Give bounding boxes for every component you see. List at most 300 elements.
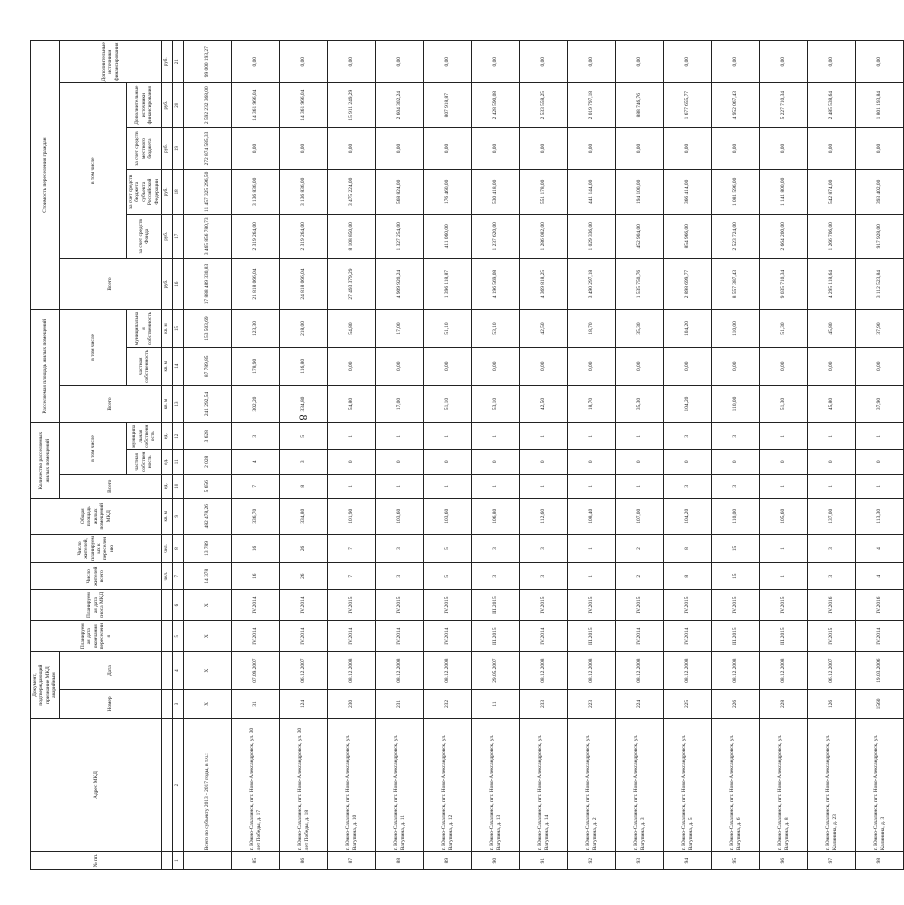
cell: 230 (328, 690, 376, 719)
cell: 0,00 (520, 127, 568, 169)
cell: 0,00 (808, 127, 856, 169)
cell: 16 (232, 534, 280, 563)
header-cost-total: Всего (59, 259, 161, 310)
cell: IV.2015 (376, 590, 424, 621)
cell: 1 (424, 474, 472, 498)
cell: 807 918,87 (424, 83, 472, 127)
cell: 37,90 (856, 310, 904, 348)
cell: 2 (616, 563, 664, 590)
cell: 101,90 (328, 498, 376, 534)
cell: 302,20 (232, 385, 280, 423)
cell: 18,70 (568, 310, 616, 348)
cell: 231 (376, 690, 424, 719)
cell: 3 (712, 423, 760, 450)
header-cost-group: Стоимость переселения граждан (31, 41, 60, 310)
cell: X (184, 590, 232, 621)
cell: 0,00 (520, 347, 568, 385)
cell: 0 (376, 450, 424, 474)
cell: 0,00 (616, 127, 664, 169)
column-index: 11 (173, 450, 184, 474)
cell: 08.12.2008 (520, 652, 568, 690)
cell: 37,90 (856, 385, 904, 423)
column-index: 2 (173, 718, 184, 851)
cell: 110,00 (712, 498, 760, 534)
cell: 08.12.2008 (376, 652, 424, 690)
column-index: 14 (173, 347, 184, 385)
cell: 551 178,00 (520, 170, 568, 214)
cell: 4 295 118,64 (808, 259, 856, 310)
cell: 5 227 710,34 (760, 83, 808, 127)
cell: 2 028 (184, 450, 232, 474)
cell: 0,00 (568, 41, 616, 83)
cell: 3 (808, 534, 856, 563)
cell: 0 (760, 450, 808, 474)
unit-units: ед. (162, 423, 173, 450)
table-row (568, 41, 616, 870)
cell: 11 (472, 690, 520, 719)
cell: 3 490 297,18 (568, 259, 616, 310)
cell: IV.2015 (760, 590, 808, 621)
cell: 31 (232, 690, 280, 719)
cell: 0,00 (616, 41, 664, 83)
cell: 3 628 (184, 423, 232, 450)
cell: 1560 (856, 690, 904, 719)
cell: 2 319 264,00 (232, 214, 280, 258)
cell: 228 (760, 690, 808, 719)
cell: 113,30 (856, 498, 904, 534)
cell: 106,80 (472, 498, 520, 534)
cell: IV.2015 (616, 590, 664, 621)
header-area-total: Общая площадь жилых помещений МКД (31, 498, 162, 534)
unit-rub: руб. (162, 170, 173, 214)
cell: 2 604 302,24 (376, 83, 424, 127)
cell: 1 (808, 474, 856, 498)
cell: 107,00 (616, 498, 664, 534)
header-area-group: Расселяемая площадь жилых помещений (31, 310, 60, 423)
cell: 4 196 569,08 (472, 259, 520, 310)
cell: 11 457 325 296,50 (184, 170, 232, 214)
cell: 9 035 710,34 (760, 259, 808, 310)
cell: 1 (328, 423, 376, 450)
cell: 1 (520, 474, 568, 498)
cell: 14 361 966,04 (280, 83, 328, 127)
unit-sqm: кв. м (162, 347, 173, 385)
cell: 0,00 (376, 127, 424, 169)
table-row (760, 41, 808, 870)
cell: 225 (664, 690, 712, 719)
cell: 5 (424, 534, 472, 563)
cell: 1 (520, 423, 568, 450)
cell: 08.12.2008 (424, 652, 472, 690)
address-cell: г. Южно-Сахалинск, пгт. Ново-Александровск, ул. Вагупина, д. 5 (664, 718, 712, 851)
unit-units: ед. (162, 474, 173, 498)
cell: 2 319 264,00 (280, 214, 328, 258)
cell: 104,20 (664, 385, 712, 423)
cell: 3 (520, 563, 568, 590)
address-cell: г. Южно-Сахалинск, пгт. Ново-Александровск, ул. Калинина, д. 23 (808, 718, 856, 851)
cell: 3 136 836,00 (280, 170, 328, 214)
cell: 0,00 (856, 127, 904, 169)
cell: 917 928,00 (856, 214, 904, 258)
cell: 854 966,00 (664, 214, 712, 258)
cell: 0,00 (664, 347, 712, 385)
cell: 218,00 (280, 310, 328, 348)
cell: 3 (472, 534, 520, 563)
cell: 1 (568, 563, 616, 590)
column-index-row (173, 41, 184, 870)
cell: 87 789,85 (184, 347, 232, 385)
cell: 0,00 (712, 41, 760, 83)
address-cell: г. Южно-Сахалинск, пгт. Ново-Александровск, ул. Калинина, д. 3 (856, 718, 904, 851)
cell: 0 (808, 450, 856, 474)
cell: 0,00 (568, 127, 616, 169)
cell: 27 493 379,29 (328, 259, 376, 310)
cell: 08.12.2008 (328, 652, 376, 690)
cell: 17,00 (376, 385, 424, 423)
total-label: Всего по субъекту 2013 - 2017 годы, в т.ч.: (184, 718, 232, 851)
table-row (520, 41, 568, 870)
cell: 1 396 118,87 (424, 259, 472, 310)
cell: 226 (712, 690, 760, 719)
cell: 42,50 (520, 385, 568, 423)
column-index: 18 (173, 170, 184, 214)
cell: 0,00 (376, 347, 424, 385)
cell: 08.12.2008 (760, 652, 808, 690)
cell: 5 (280, 423, 328, 450)
cell: 3 136 836,00 (232, 170, 280, 214)
table-row (424, 41, 472, 870)
address-cell: г. Южно-Сахалинск, пгт. Ново-Александровск, ул. Вагупина, д. 8 (760, 718, 808, 851)
cell: 1 (856, 474, 904, 498)
cell: 1 141 800,00 (760, 170, 808, 214)
cell: 0,00 (424, 347, 472, 385)
cell: 334,80 (280, 385, 328, 423)
cell: 8 (664, 534, 712, 563)
cell: 08.12.2008 (616, 652, 664, 690)
cell: 334,80 (280, 498, 328, 534)
cell: 0,00 (232, 41, 280, 83)
cell: 0,00 (760, 41, 808, 83)
address-cell: г. Южно-Сахалинск, пгт. Ново-Александровск, ул. Вагупина, д. 10 (328, 718, 376, 851)
cell: 51,30 (760, 310, 808, 348)
cell: 441 144,00 (568, 170, 616, 214)
cell: 51,10 (424, 385, 472, 423)
cell: 3 (472, 563, 520, 590)
cell: 95 (712, 852, 760, 870)
cell: 0,00 (616, 347, 664, 385)
cell: 2 523 724,00 (712, 214, 760, 258)
column-index: 3 (173, 690, 184, 719)
cell: 0,00 (760, 127, 808, 169)
cell: 1 266 706,00 (808, 214, 856, 258)
cell: 0,00 (760, 347, 808, 385)
cell: 24 818 066,04 (280, 259, 328, 310)
cell: 08.12.2008 (568, 652, 616, 690)
cell: 0,00 (280, 127, 328, 169)
cell: 2 664 200,00 (760, 214, 808, 258)
cell: 08.12.2008 (712, 652, 760, 690)
cell: 15 911 249,29 (328, 83, 376, 127)
cell: 176 460,00 (424, 170, 472, 214)
cell: 51,30 (760, 385, 808, 423)
cell: 194 100,00 (616, 170, 664, 214)
unit-rub: руб. (162, 214, 173, 258)
cell: 103,60 (376, 498, 424, 534)
cell: 91 (520, 852, 568, 870)
address-cell: г. Южно-Сахалинск, пгт. Ново-Александровск, ул. 30 лет Победы, д. 17 (232, 718, 280, 851)
column-index: 10 (173, 474, 184, 498)
column-index: 15 (173, 310, 184, 348)
cell: X (184, 690, 232, 719)
cell: 4 (232, 450, 280, 474)
cell: 224 (616, 690, 664, 719)
cell: 86 (280, 852, 328, 870)
cell: 241 292,54 (184, 385, 232, 423)
page-number: 8 (296, 414, 311, 421)
cell: X (184, 652, 232, 690)
cell: IV.2014 (520, 621, 568, 652)
cell: 0,00 (664, 41, 712, 83)
column-index: 1 (173, 852, 184, 870)
cell: 366 414,00 (664, 170, 712, 214)
cell: 1 (808, 423, 856, 450)
cell: 1 (472, 474, 520, 498)
cell: 1 029 336,00 (568, 214, 616, 258)
column-index: 9 (173, 498, 184, 534)
cell: 0 (712, 450, 760, 474)
cell: 42,50 (520, 310, 568, 348)
header-cost-incl: в том числе (59, 83, 126, 259)
relocation-table (30, 40, 904, 870)
cell: IV.2014 (424, 621, 472, 652)
address-cell: г. Южно-Сахалинск, пгт. Ново-Александровск, ул. Вагупина, д. 11 (376, 718, 424, 851)
cell: 2 019 797,18 (568, 83, 616, 127)
unit-rub: руб. (162, 127, 173, 169)
cell: 1 (856, 423, 904, 450)
column-index: 19 (173, 127, 184, 169)
cell: IV.2014 (328, 621, 376, 652)
address-cell: г. Южно-Сахалинск, пгт. Ново-Александровск, ул. Вагупина, д. 13 (472, 718, 520, 851)
cell: 0,00 (376, 41, 424, 83)
column-index: 5 (173, 621, 184, 652)
cell: 1 (760, 534, 808, 563)
cell: 97 (808, 852, 856, 870)
cell: 8 108 850,00 (328, 214, 376, 258)
cell: 17 888 489 330,83 (184, 259, 232, 310)
cell: 14 361 966,04 (232, 83, 280, 127)
cell: IV.2014 (616, 621, 664, 652)
cell: 2 592 232 368,00 (184, 83, 232, 127)
cell: IV.2014 (856, 621, 904, 652)
cell: IV.2014 (664, 621, 712, 652)
cell: 29.05.2007 (472, 652, 520, 690)
address-cell: г. Южно-Сахалинск, пгт. Ново-Александровск, ул. Вагупина, д. 14 (520, 718, 568, 851)
header-doc-number: Номер (59, 690, 161, 719)
cell: 110,00 (712, 385, 760, 423)
table-row (808, 41, 856, 870)
cell: 16 (232, 563, 280, 590)
cell: 0,00 (328, 127, 376, 169)
cell: X (184, 621, 232, 652)
cell: 272 874 585,33 (184, 127, 232, 169)
unit-people: чел. (162, 563, 173, 590)
cell: 0,00 (664, 127, 712, 169)
cell: IV.2015 (664, 590, 712, 621)
cell: 568 824,00 (376, 170, 424, 214)
cell: 19.03.2006 (856, 652, 904, 690)
column-index: 20 (173, 83, 184, 127)
cell: 1 (568, 423, 616, 450)
cell: 35,30 (616, 385, 664, 423)
cell: IV.2015 (520, 590, 568, 621)
cell: 1 (568, 534, 616, 563)
header-planned-relocation: Планируемая дата окончания переселения (31, 621, 162, 652)
cell: 07.09.2007 (232, 652, 280, 690)
table-row (280, 41, 328, 870)
cell: 96 (760, 852, 808, 870)
address-cell: г. Южно-Сахалинск, пгт. Ново-Александровск, ул. Вагупина, д. 3 (616, 718, 664, 851)
cell: 888 746,76 (616, 83, 664, 127)
header-address: Адрес МКД (31, 718, 162, 851)
table-row (376, 41, 424, 870)
cell: 1 (568, 474, 616, 498)
cell: 90 (472, 852, 520, 870)
cell: 08.12.2008 (664, 652, 712, 690)
cell: 0,00 (232, 127, 280, 169)
cell: 3 (664, 474, 712, 498)
cell: IV.2015 (424, 590, 472, 621)
cell: 0,00 (520, 41, 568, 83)
cell: 112,60 (520, 498, 568, 534)
cell: 0 (424, 450, 472, 474)
address-cell: г. Южно-Сахалинск, пгт. Ново-Александровск, ул. Вагупина, д. 12 (424, 718, 472, 851)
header-residents: Число жителей всего (31, 563, 162, 590)
cell: 0 (856, 450, 904, 474)
cell: 3 475 224,00 (328, 170, 376, 214)
cell: 232 (424, 690, 472, 719)
header-residents-planned: Число жителей, планируемых к переселению (31, 534, 162, 563)
cell: 3 (520, 534, 568, 563)
header-cost-subject: за счет средств бюджета субъекта Российской Федерации (126, 170, 161, 214)
header-area-total2: Всего (59, 385, 161, 423)
cell: 0 (616, 450, 664, 474)
cell: 1 801 193,84 (856, 83, 904, 127)
header-rooms-incl: в том числе (59, 423, 126, 474)
unit-rub: руб. (162, 83, 173, 127)
table-row (616, 41, 664, 870)
cell: 2 (616, 534, 664, 563)
header-cost-extra: Дополнительные источники финансирования (59, 41, 161, 83)
cell: 8 (664, 563, 712, 590)
unit-people: чел. (162, 534, 173, 563)
cell: 3 112 523,84 (856, 259, 904, 310)
cell: 0,00 (472, 41, 520, 83)
unit-units: ед. (162, 450, 173, 474)
cell: III.2015 (472, 621, 520, 652)
unit-sqm: кв. м (162, 310, 173, 348)
cell: 0,00 (424, 41, 472, 83)
cell: 0,00 (568, 347, 616, 385)
cell: 1 286 082,00 (520, 214, 568, 258)
cell: 2 428 590,08 (472, 83, 520, 127)
header-cost-extra-sub: Дополнительные источники финансирования (126, 83, 161, 127)
cell: 3 (808, 563, 856, 590)
unit-sqm: кв. м (162, 498, 173, 534)
cell: 1 (616, 474, 664, 498)
table-row (232, 41, 280, 870)
cell: 126 (808, 690, 856, 719)
cell: 1 (760, 563, 808, 590)
cell: 452 904,00 (616, 214, 664, 258)
cell: 123,30 (232, 310, 280, 348)
cell: 3 (712, 474, 760, 498)
address-cell: г. Южно-Сахалинск, пгт. Ново-Александровск, ул. 30 лет Победы, д. 18 (280, 718, 328, 851)
cell: IV.2015 (328, 590, 376, 621)
cell: 5 656 (184, 474, 232, 498)
cell: 35,30 (616, 310, 664, 348)
cell: IV.2015 (712, 590, 760, 621)
table-row (712, 41, 760, 870)
cell: 0,00 (328, 347, 376, 385)
cell: 0,00 (808, 41, 856, 83)
cell: 1 237 620,00 (472, 214, 520, 258)
cell: 7 (232, 474, 280, 498)
cell: 116,80 (280, 347, 328, 385)
cell: 14 378 (184, 563, 232, 590)
cell: 85 (232, 852, 280, 870)
cell: 1 (472, 423, 520, 450)
cell: 26 (280, 563, 328, 590)
cell: 13 789 (184, 534, 232, 563)
cell: 51,10 (424, 310, 472, 348)
header-planned-demolition: Планируемая дата сноса МКД (31, 590, 162, 621)
cell: 411 060,00 (424, 214, 472, 258)
cell: IV.2014 (280, 621, 328, 652)
cell: 153 503,69 (184, 310, 232, 348)
column-index: 16 (173, 259, 184, 310)
cell: 94 (664, 852, 712, 870)
address-cell: г. Южно-Сахалинск, пгт. Ново-Александровск, ул. Вагупина, д. 2 (568, 718, 616, 851)
cell: IV.2014 (376, 621, 424, 652)
table-row (664, 41, 712, 870)
cell: 3 (232, 423, 280, 450)
cell: IV.2014 (280, 590, 328, 621)
cell: III.2015 (712, 621, 760, 652)
cell: IV.2016 (856, 590, 904, 621)
cell: 104,20 (664, 498, 712, 534)
cell: 1 535 750,76 (616, 259, 664, 310)
cell: 0 (664, 450, 712, 474)
cell: 26 (280, 534, 328, 563)
cell: 18,70 (568, 385, 616, 423)
cell: 4 369 818,25 (520, 259, 568, 310)
cell: 54,80 (328, 385, 376, 423)
table-row (472, 41, 520, 870)
cell: 1 677 655,77 (664, 83, 712, 127)
cell: 98 (856, 852, 904, 870)
relocation-table-sheet (30, 40, 886, 870)
cell: 0,00 (472, 347, 520, 385)
cell: 542 874,00 (808, 170, 856, 214)
cell: 3 (664, 423, 712, 450)
unit-sqm: кв. м (162, 385, 173, 423)
cell: 4 (856, 563, 904, 590)
header-area-incl: в том числе (59, 310, 126, 386)
cell: 2 485 538,64 (808, 83, 856, 127)
cell: 93 (616, 852, 664, 870)
cell: 0 (520, 450, 568, 474)
cell: 4 909 920,24 (376, 259, 424, 310)
